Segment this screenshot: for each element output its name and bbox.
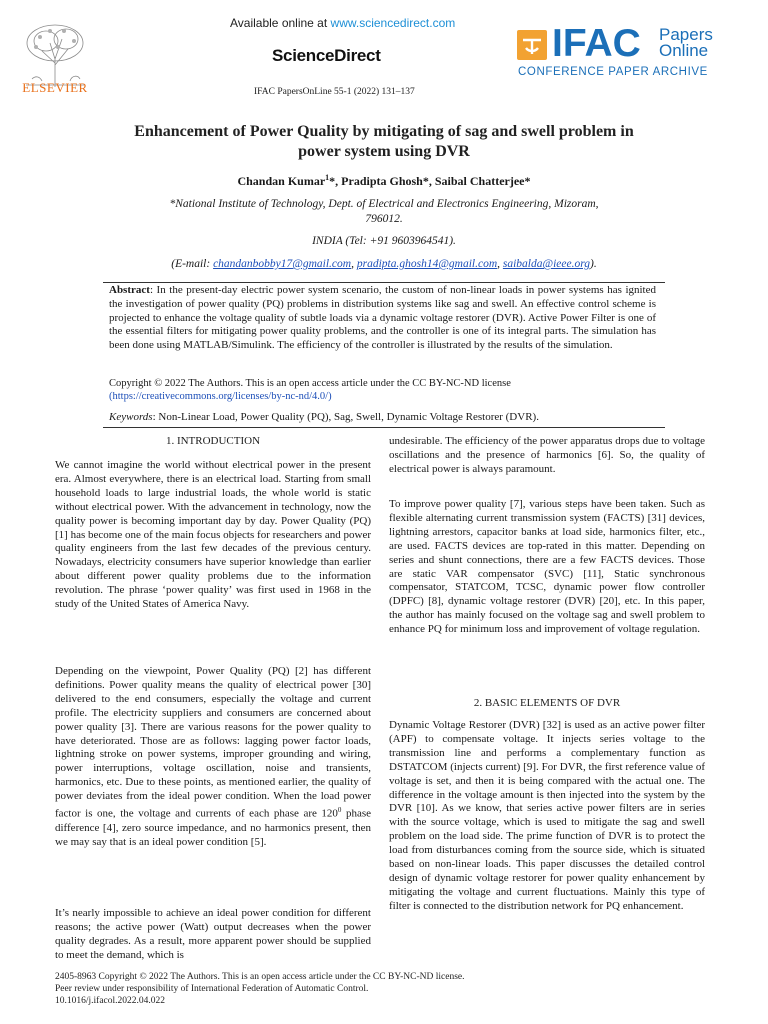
section-2-heading: 2. BASIC ELEMENTS OF DVR (473, 697, 621, 709)
papers-text: Papers (659, 25, 713, 44)
keywords-label: Keywords (109, 411, 153, 423)
sciencedirect-brand: ScienceDirect (272, 46, 381, 65)
email-prefix: (E-mail: (171, 258, 214, 270)
section-1-heading: 1. INTRODUCTION (165, 435, 261, 447)
email-line (90, 258, 678, 270)
license-link[interactable]: (https://creativecommons.org/licenses/by-nc-nd/4.0/) (109, 391, 332, 402)
publisher-name: ELSEVIER (22, 80, 88, 95)
journal-reference: IFAC PapersOnLine 55-1 (2022) 131–137 (254, 87, 415, 97)
ifac-emblem-icon (517, 30, 547, 60)
paper-title (100, 122, 668, 162)
dvr-paragraph: Dynamic Voltage Restorer (DVR) [32] is used as an active power filter (APF) to compensate voltage. It injects series voltage to the transmission line and performs a complementary function as DSTATCOM (injects current) [9]. For DVR, the first reference value of voltage is set, and then it is being compared with the actual one. The difference in the voltage amount is then injected into the system by the DVR [10]. As we know, that series active power filters are in series with the source voltage, which is used to mitigate the sag and swell problem on the load side. The prime function of DVR is to protect the load from disturbances coming from the source side, which is situated based on non-linear loads. This paper discusses the detailed control design of dynamic voltage restorer for power quality enhancement by mitigating the voltage and current fluctuations. Mainly this type of filter is connected to the distribution network for PQ enhancement. (389, 719, 705, 912)
abstract-text: : In the present-day electric power system scenario, the custom of non-linear loads in power systems has ignited the investigation of power quality (PQ) problems in distribution systems like sag and swell. An effective control scheme is projected to enhance the voltage quality of subtle loads via a dynamic voltage restorer (DVR). Active Power Filter is one of the essential filters for mitigating power quality problems, and the controller is one of its integral parts. The simulation has been done using MATLAB/Simulink. The efficiency of the controller is illustrated by the results of the simulation. (109, 284, 656, 352)
title-line-2: power system using DVR (298, 143, 470, 160)
affiliation-line-2: 796012. (365, 213, 403, 225)
intro-paragraph-1: We cannot imagine the world without electrical power in the present era. Almost everywhere, there is an electrical load. Starting from small household loads to large industrial loads, the whole world is static without electrical power. With the advancement in technology, now the quality power is becoming important day by day. Power Quality (PQ) [1] has become one of the main focus objects for researchers and power quality engineers from the last few decades of the previous century. Nowadays, electricity consumers have superior knowledge than earlier about different power quality problems due to the information revolution. The phrase ‘power quality’ was first used in 1968 in the study of the United States of America Navy. (55, 459, 371, 611)
keywords (109, 411, 656, 423)
available-online (230, 16, 455, 30)
conference-archive-text: CONFERENCE PAPER ARCHIVE (518, 66, 708, 78)
intro-paragraph-2 (55, 665, 371, 849)
intro-paragraph-3: It’s nearly impossible to achieve an ideal power condition for different reasons; the active power (Watt) output decreases when the power quality degrades. As a result, more apparent power should be supplied to meet the demand, which is (55, 907, 371, 961)
email-suffix: ). (590, 258, 597, 270)
email-link-1[interactable]: chandanbobby17@gmail.com (213, 258, 352, 270)
country-phone: INDIA (Tel: +91 9603964541). (312, 235, 456, 247)
title-line-1: Enhancement of Power Quality by mitigating of sag and swell problem in (134, 123, 634, 140)
page-footer (55, 971, 715, 1007)
intro-p2-part-b: phase difference [4], zero source impedance, and no harmonics present, then we may say that is an ideal power condition [5]. (55, 807, 372, 848)
copyright-notice (109, 377, 656, 403)
available-prefix: Available online at (230, 16, 331, 30)
author-list (100, 173, 668, 189)
right-paragraph-2: To improve power quality [7], various steps have been taken. Such as flexible alternating current transmission system (FACTS) [31] devices, lightning arrestors, capacitor banks at load side, harmonics filter, etc., are used. FACTS devices are top-rated in this matter. Depending on series and shunt connections, there are a few FACTS devices. Those are static VAR compensator (SVC) [11], Static synchronous compensator, STATCOM, TCSC, dynamic power flow controller (DPFC) [8], dynamic voltage restorer (DVR) [20], etc. In this paper, the author has mainly focused on the voltage sag and swell problem to enhance PQ for minimum loss and improvement of voltage regulation. (389, 498, 705, 636)
copyright-text: Copyright © 2022 The Authors. This is an open access article under the CC BY-NC-ND license (109, 378, 511, 389)
intro-p2-part-a: Depending on the viewpoint, Power Quality (PQ) [2] has different definitions. Power quality means the quality of electrical power [30] delivered to the end consumers, especially the voltage and current profile. The electricity suppliers and consumers are concerned about power quality [3]. There are various reasons for the power quality to have deteriorated. Those are as follows: lagging power factor loads, lightning stroke on power systems, improper grounding and wiring, power interruptions, voltage oscillation, noise and transients, harmonics, etc. Due to these points, as mentioned earlier, the quality of power deviates from the ideal power condition. When the load power factor is one, the voltage and currents of each phase are 120 (55, 665, 371, 820)
sciencedirect-link[interactable]: www.sciencedirect.com (330, 16, 456, 30)
affiliation-line-1: *National Institute of Technology, Dept. of Electrical and Electronics Engineering, Mizoram, (169, 198, 599, 210)
footer-peer-review: Peer review under responsibility of International Federation of Automatic Control. (55, 984, 369, 994)
online-text: Online (659, 41, 709, 60)
email-sep-2: , (497, 258, 503, 270)
ifac-logo-text: IFAC (552, 22, 641, 65)
author-1: Chandan Kumar (237, 174, 326, 188)
abstract (109, 284, 656, 353)
abstract-label: Abstract (109, 284, 150, 296)
author-1-sup: 1 (325, 173, 330, 182)
email-link-2[interactable]: pradipta.ghosh14@gmail.com (356, 258, 498, 270)
footer-doi[interactable]: 10.1016/j.ifacol.2022.04.022 (55, 996, 166, 1006)
degree-sup: 0 (337, 806, 342, 815)
other-authors: *, Pradipta Ghosh*, Saibal Chatterjee* (329, 174, 531, 188)
email-link-3[interactable]: saibalda@ieee.org (502, 258, 591, 270)
keywords-text: : Non-Linear Load, Power Quality (PQ), Sag, Swell, Dynamic Voltage Restorer (DVR). (152, 411, 539, 423)
footer-copyright: 2405-8963 Copyright © 2022 The Authors. This is an open access article under the CC BY-NC-ND license. (55, 972, 465, 982)
email-sep-1: , (351, 258, 357, 270)
affiliation (120, 197, 648, 227)
papers-online-text (659, 27, 713, 59)
right-paragraph-1: undesirable. The efficiency of the power apparatus drops due to voltage oscillations and the presence of harmonics [6]. So, the quality of electrical power is always paramount. (389, 435, 705, 475)
